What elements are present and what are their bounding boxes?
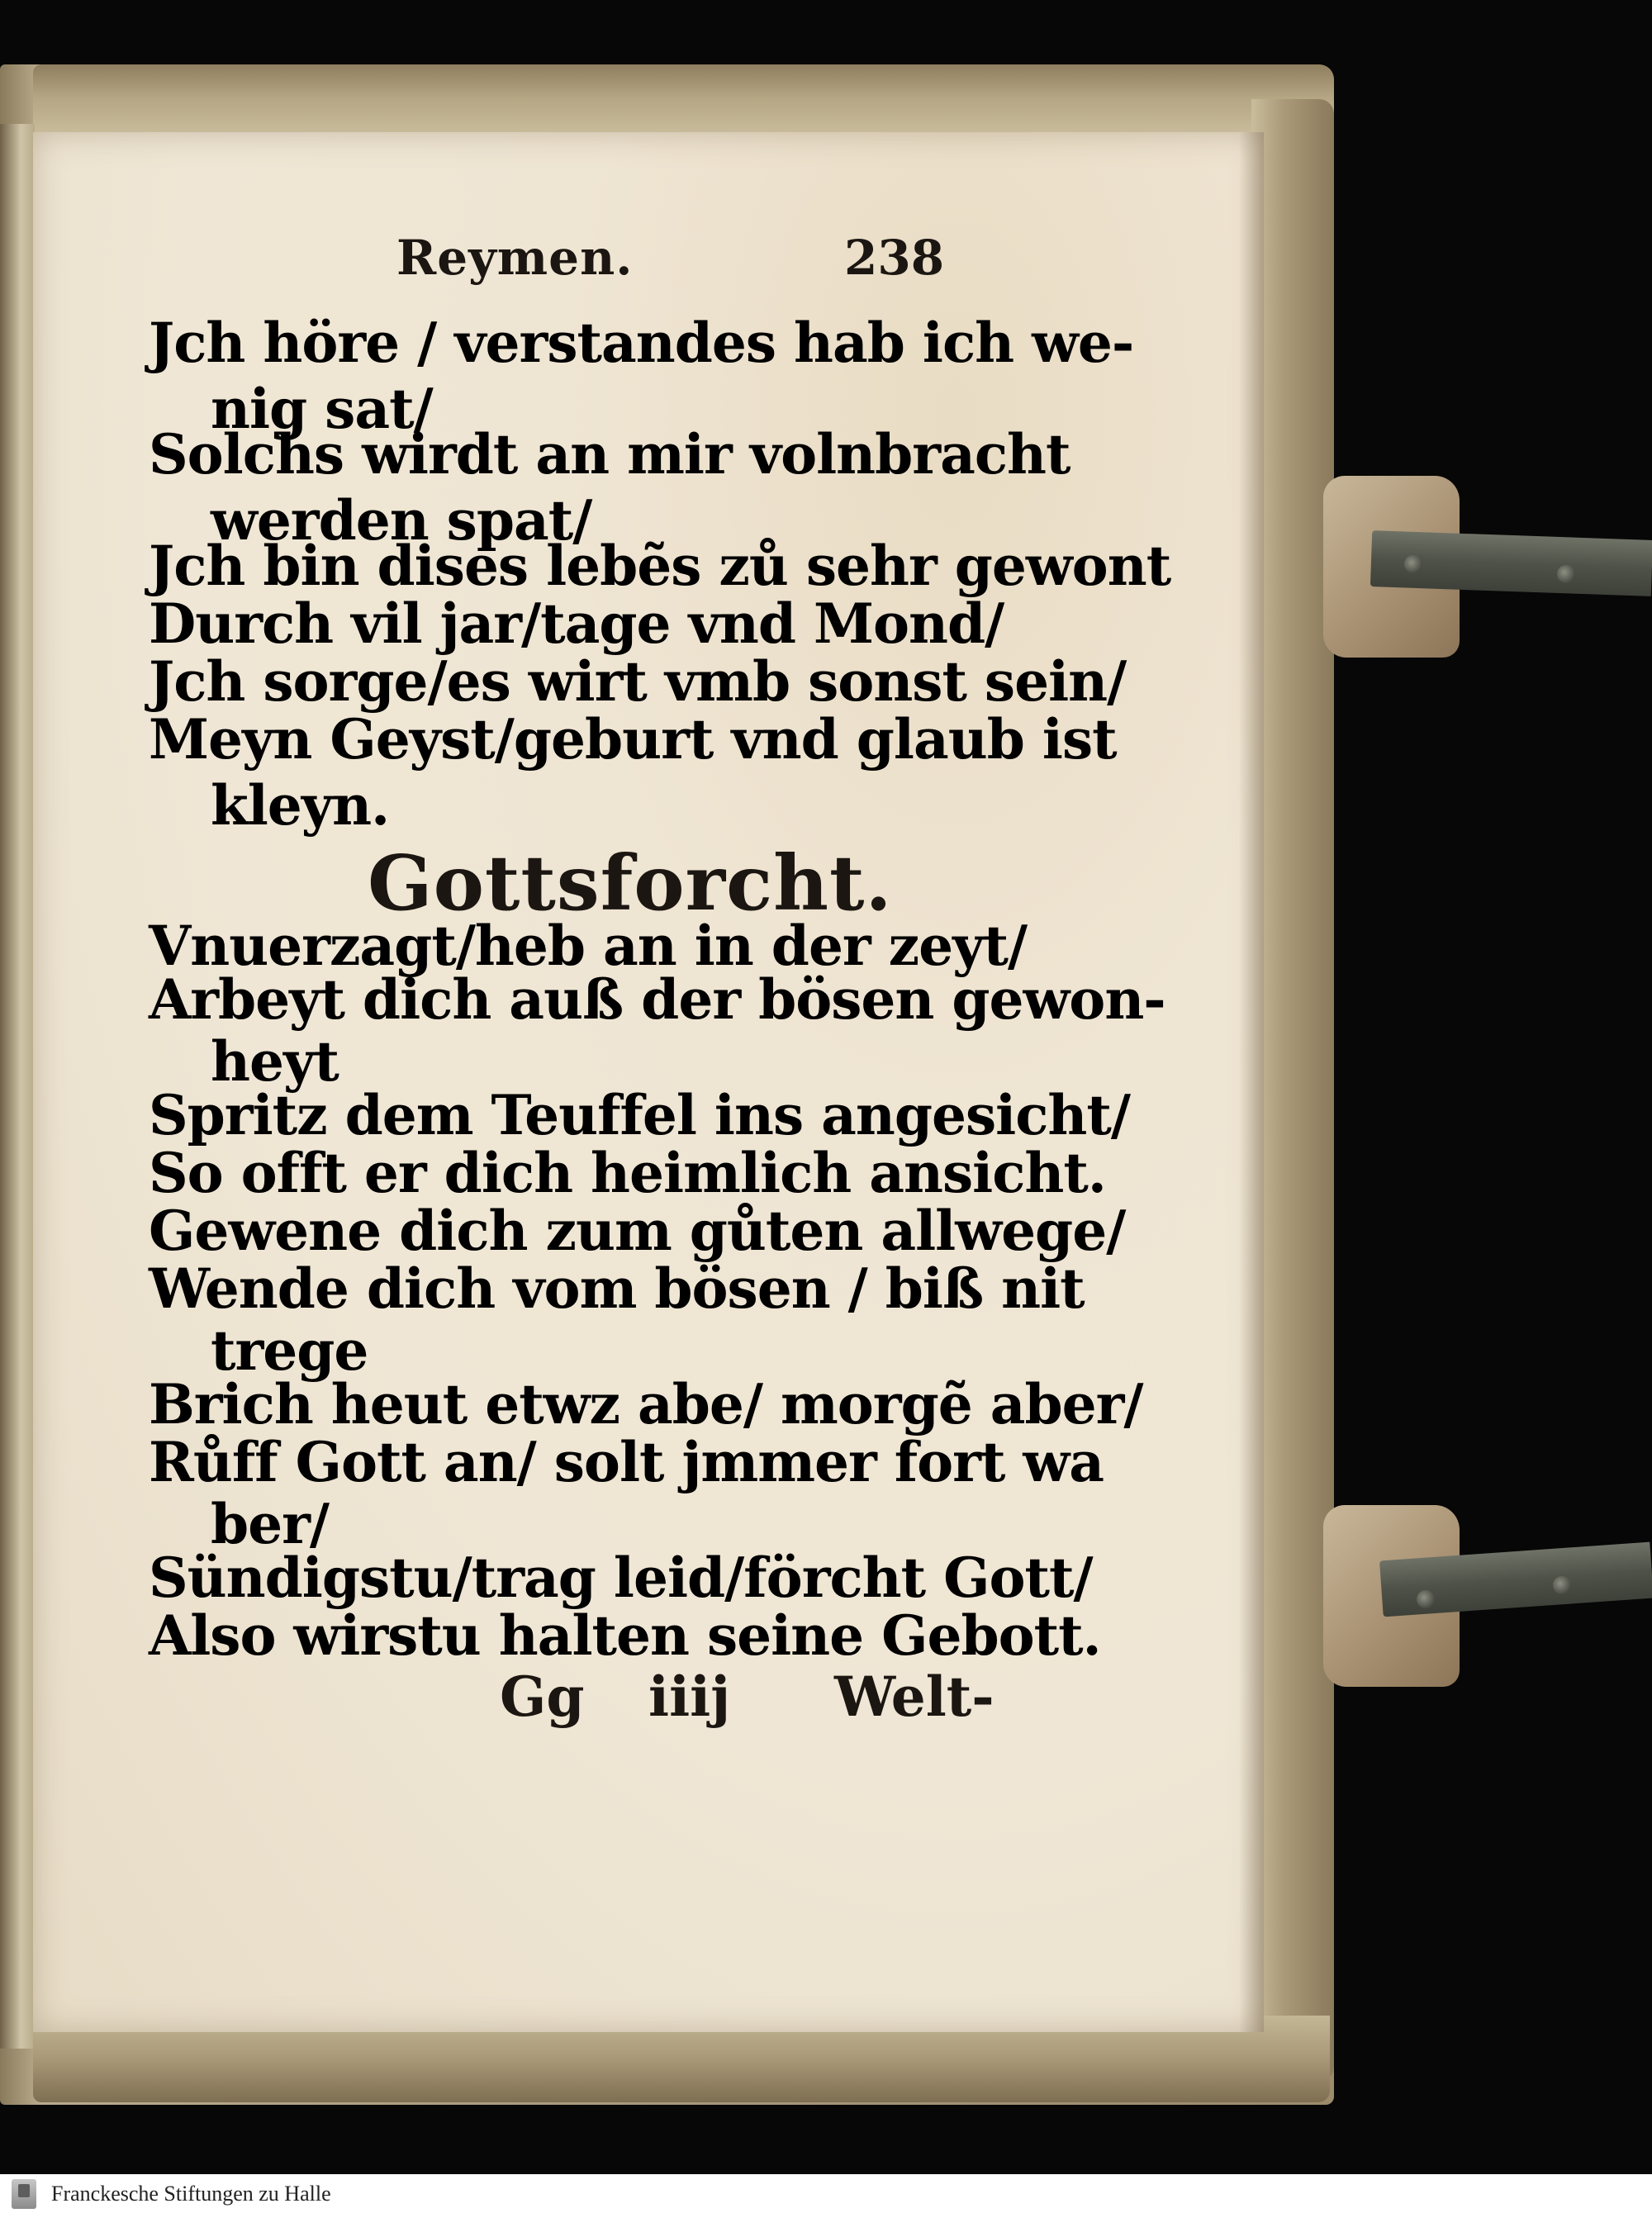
text-line: kleyn. <box>211 773 390 838</box>
text-line: werden spat/ <box>211 488 592 553</box>
text-line: Arbeyt dich auß der bösen gewon- <box>149 967 1165 1032</box>
binding-left-edge <box>0 124 35 2049</box>
institution-logo-icon[interactable] <box>12 2179 36 2209</box>
text-line: ber/ <box>211 1492 330 1556</box>
text-line: Jch sorge/es wirt vmb sonst sein/ <box>149 649 1127 714</box>
text-line: Spritz dem Teuffel ins angesicht/ <box>149 1083 1130 1147</box>
rivet-icon <box>1553 1576 1571 1594</box>
binding-top-edge <box>33 64 1334 139</box>
rivet-icon <box>1404 555 1422 573</box>
text-line: heyt <box>211 1029 339 1094</box>
binding-right-edge <box>1251 99 1334 2082</box>
viewer-footer <box>0 2174 1652 2213</box>
text-line: nig sat/ <box>211 377 433 441</box>
section-heading: Gottsforcht. <box>368 838 893 928</box>
text-line: trege <box>211 1318 368 1383</box>
running-head: Reymen. <box>396 230 634 286</box>
text-line: Brich heut etwz abe/ morgẽ aber/ <box>149 1372 1143 1437</box>
catchword: Welt- <box>834 1664 995 1729</box>
signature-mark: Gg <box>500 1664 585 1729</box>
text-line: Jch bin dises lebẽs zů sehr gewont <box>149 534 1171 598</box>
page-gutter-shadow <box>1239 132 1264 2032</box>
rivet-icon <box>1417 1590 1435 1608</box>
text-line: Gewene dich zum gůten allwege/ <box>149 1199 1126 1263</box>
text-line: Růff Gott an/ solt jmmer fort wa <box>149 1430 1104 1494</box>
text-line: Sündigstu/trag leid/förcht Gott/ <box>149 1546 1093 1610</box>
page-number: 238 <box>844 230 945 286</box>
signature-number: iiij <box>648 1664 731 1729</box>
text-line: Durch vil jar/tage vnd Mond/ <box>149 591 1004 656</box>
text-line: Meyn Geyst/geburt vnd glaub ist <box>149 707 1117 772</box>
text-line: Solchs wirdt an mir volnbracht <box>149 422 1070 487</box>
text-line: Jch höre / verstandes hab ich we- <box>149 311 1134 375</box>
text-line: Also wirstu halten seine Gebott. <box>149 1603 1101 1668</box>
rivet-icon <box>1557 565 1575 583</box>
text-line: So offt er dich heimlich ansicht. <box>149 1141 1106 1205</box>
text-line: Vnuerzagt/heb an in der zeyt/ <box>149 914 1028 978</box>
institution-name: Franckesche Stiftungen zu Halle <box>51 2181 331 2206</box>
text-line: Wende dich vom bösen / biß nit <box>149 1256 1085 1321</box>
